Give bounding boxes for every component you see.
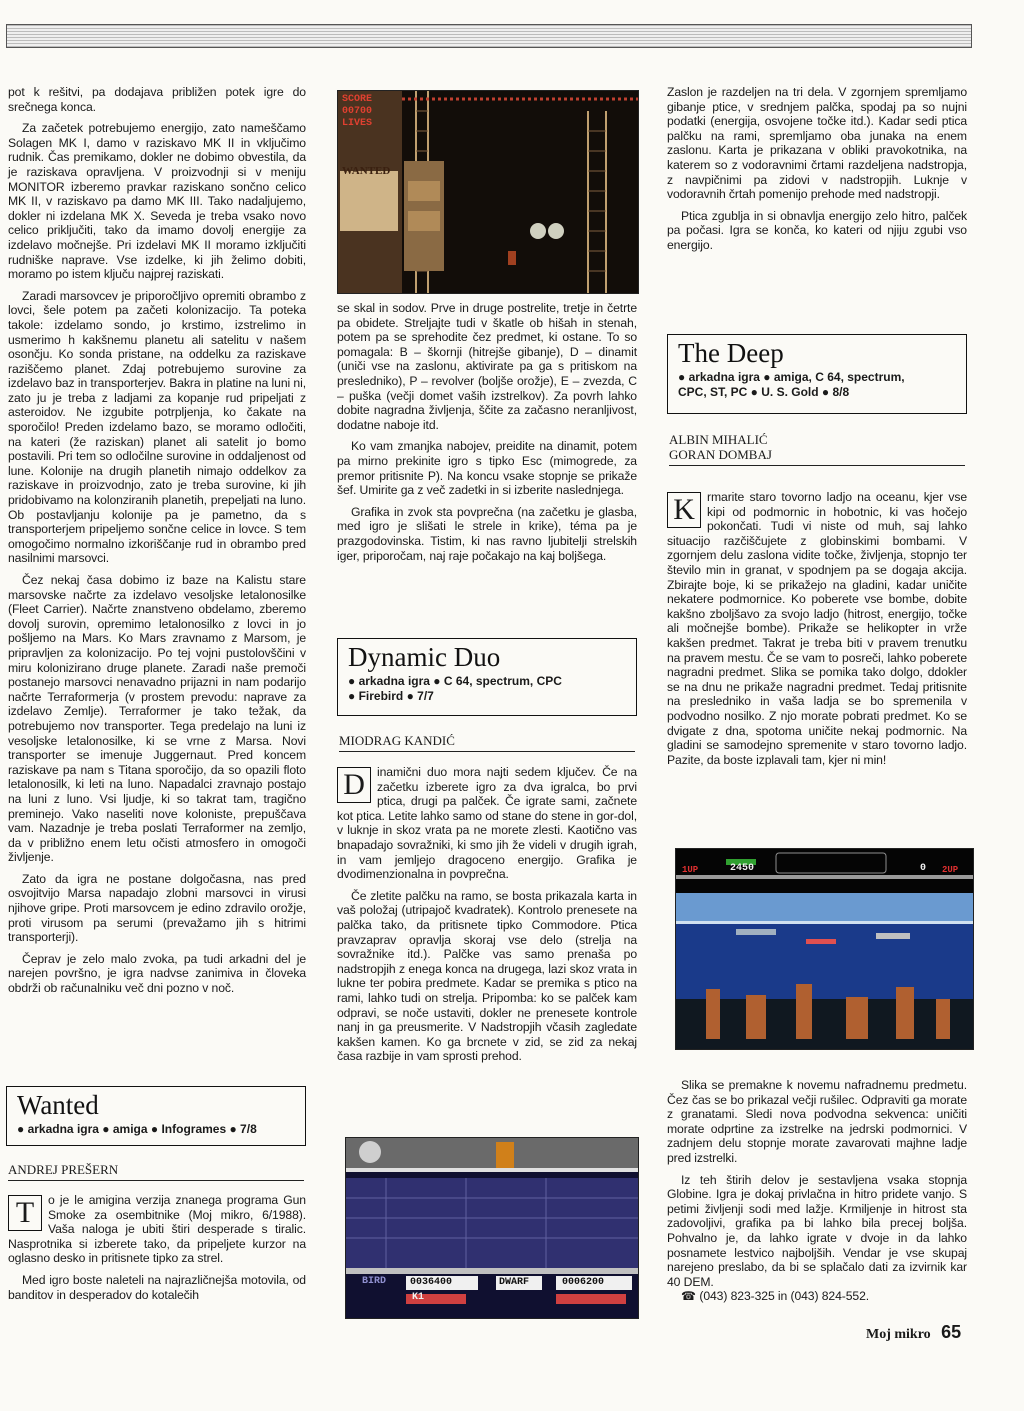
paragraph: T o je le amigina verzija znanega programa Gun Smoke za osembitnike (Moj mikro, 6/1988). Vaša naloga je ubiti štiri desperade s tiralic. Nasprotnika si izberete tako, da pripeljete kurzor na oglasno desko in pritisnete tipko za strel. bbox=[8, 1193, 306, 1266]
paragraph: Čeprav je zelo malo zvoka, pa tudi arkadni del je narejen površno, je igra nadvse zanimiva in človeka obdrži ob računalniku več dni pozno v noč. bbox=[8, 951, 306, 996]
hud-zero: 0 bbox=[920, 863, 927, 874]
paragraph: Zaradi marsovcev je priporočljivo opremiti obrambo z lovci, šele potem pa začeti kolonizacijo. Ta poteka takole: izdelamo sondo, jo krstimo, izstrelimo in usmerimo h kakšnemu planetu ali satelitu v našem osončju. Ko sonda pristane, na oddelku za raziskave raziščemo planet. Zdaj potrebujemo surovine za izdelavo baz in transporterjev. Bakra in platine na luni ni, zato ju je treba z ladjami za kopanje rud pripeljati z asteroidov. Ne izgubite potrpljenja, ko čakate na sporočilo! Preden izdelamo bazo, se moramo odločiti, na kateri (že raziskan) planet ali satelit jo bomo postavili. Pri tem so odločilne surovine in oddaljenost od lune. Kolonije na drugih planetih nimajo oddelkov za raziskave in proizvodnjo, zato je treba surovine, ki jih pridobivamo na kolonziranih planetih, prepeljati na luno. Ob postavljanju kolonije pa je pametno, da s transporterjem pripeljemo sončne celice in lovce. S tem omogočimo normalno izkoriščanje rud in obrambo pred nasilnimi marsovci. bbox=[8, 288, 306, 566]
review-meta: ● arkadna igra ● amiga ● Infogrames ● 7/8 bbox=[17, 1122, 257, 1136]
page-number: 65 bbox=[941, 1322, 962, 1342]
drop-cap: T bbox=[8, 1195, 42, 1231]
column-2-text bbox=[337, 301, 637, 570]
hud-dwarf-label: DWARF bbox=[499, 1277, 530, 1288]
paragraph: Čez nekaj časa dobimo iz baze na Kalistu stare marsovske načrte za izdelavo vesoljske letalonosilke (Fleet Carrier). Načrte znanstveno obdelamo, zberemo dovolj surovin, opremimo letalonosilko z lovci in jo pošljemo na Mars. Ko Mars zravnamo z Marsom, je pripravljen za kolonizacijo. Po tej vojni pustolovščini v miru kolonizirano druge planete. Zaradi naše premoči postanejo marsovci nenavadno prijazni in nam podarijo načrte Terraformerja (v prostem prevodu: naprave za izdelavo Zemlje). Terraformer je tako težak, da potrebujemo nov transporter. Tega predelajo na luni iz vesoljske letalonosilke, ki se vrne z Marsa. Novi transporter se imenuje Juggernaut. Pred koncem raziskave pa nam s Titana sporočijo, da so opazili floto letalonosilk, ki leti na luno. Napadalci zravnajo postajo na luni z luno. Vsi ljudje, ki so takrat tam, tragično preminejo. Vako naseliti nove koloniste, prepuščava vam. Nazadnje je treba poslati Terraformer na zemljo, da v približno enem letu očisti atmosfero in omogoči življenje. bbox=[8, 573, 306, 865]
hud-score-1: 0036400 bbox=[410, 1277, 453, 1288]
review-title: Wanted bbox=[17, 1090, 99, 1120]
the-deep-text-continued bbox=[667, 1078, 967, 1311]
paragraph: Iz teh štirih delov je sestavljena vsaka stopnja Globine. Igra je dokaj privlačna in hitro pridete vanjo. S petimi življenji sodi med lažje. Krmiljenje in hitrost sta zadovoljivi, grafika pa bi lahko bila precej boljša. Pohvalno je, da lahko igrate v dvoje in da lahko posnamete lestvico najboljših. Vendar je vse skupaj narejeno preslabo, da bi se splačalo dati za izvirnik kar 40 DEM. bbox=[667, 1172, 967, 1289]
paragraph: pot k rešitvi, pa dodajava približen potek igre do srečnega konca. bbox=[8, 85, 306, 114]
hud-key-label: K1 bbox=[412, 1292, 425, 1303]
paragraph: Zato da igra ne postane dolgočasna, nas pred osvojitvijo Marsa napadajo zlobni marsovci in virusi njihove gripe. Proti marsovcem je edino zdravilo orožje, proti virusom pa serumi (prevažamo jih s hitrimi transporterji). bbox=[8, 871, 306, 945]
paragraph: K rmarite staro tovorno ladjo na oceanu, kjer vse kipi od podmornic in hobotnic, ki vas hočejo pokončati. Tudi vi niste od muh, saj lahko situacijo razčiščujete z globinskimi bombami. V zgornjem delu zaslona vidite točke, življenja, stopnjo ter število min in granat, v spodnjem pa se dogaja akcija. Zbirajte boje, ki se prikažejo na gladini, kadar uničite nekatere podmornice. Ko poberete vse bombe, dobite kakšno zboljšavo za svojo ladjo (hitrost, energijo, točke ali močnejše bombe). Prikaže se helikopter in vrže kakšen predmet. Takrat je treba biti v pravem trenutku na pravem mestu. Če se vam to posreči, lahko poberete nagradni predmet. Slika se pomika tako dolgo, ddokler se na dnu ne prikaže nagradni predmet. Tedaj pritisnite na presledniko in vaša ladja se bo spremenila v podvodno nosilko. Z njo morate pobrati predmet. Ko se dvigate z dna, spotoma uničite nekaj podmornic. Na gladini se samodejno spremenite v staro tovorno ladjo. Pazite, da boste izplavali tam, kjer ni min! bbox=[667, 490, 967, 767]
header-stripe-bar bbox=[6, 24, 972, 48]
author-byline: MIODRAG KANDIĆ bbox=[339, 733, 635, 752]
review-title: The Deep bbox=[678, 338, 784, 368]
review-meta: ● Firebird ● 7/7 bbox=[348, 689, 434, 703]
paragraph: Slika se premakne k novemu nafradnemu predmetu. Čez čas se bo prikazal večji rušilec. Odpraviti ga morate z granatami. Sledi nova podvodna sekvenca: uničiti morate odprtine za izstrelke na jedrski podmornici. V zadnjem delu stopnje morate zavarovati majhne ladje pred izstrelki. bbox=[667, 1078, 967, 1165]
the-deep-review-header bbox=[667, 334, 967, 414]
wanted-game-screenshot bbox=[337, 90, 639, 294]
review-meta: CPC, ST, PC ● U. S. Gold ● 8/8 bbox=[678, 385, 850, 399]
the-deep-text bbox=[667, 490, 967, 774]
hud-2up-label: 2UP bbox=[942, 865, 959, 875]
paragraph: Če zletite palčku na ramo, se bosta prikazala karta in vaš položaj (utripajoč kvadratek). Kontrolo prenesete na palčka tako, da pritisnete tipko Commodore. Ptica pravzaprav opravlja skoraj vse delo (strelja na sovražnike itd.). Palčke vas samo prenaša po nadstropjih z enega konca na drugega, lazi skoz vrata in lukne ter pobira predmete. Kadar se premika s ptico na rami, lahko tudi on strelja. Pripomba: ko se palček kam odpravi, se noče ustaviti, dokler ne prenesete kontrole nanj in ga preusmerite. V Nadstropjih včasih zagledate kakšen kamen. Ko ga brcnete v zid, se zid za nekaj časa razbije in vam sprosti prehod. bbox=[337, 888, 637, 1064]
paragraph: Za začetek potrebujemo energijo, zato nameščamo Solagen MK I, damo v raziskavo MK II in vključimo rudnik. Čas premikamo, dokler ne dobimo obvestila, da je raziskava opravljena. V proizvodnji si v meniju MONITOR izberemo pravkar raziskano sončno celico MK II, v raziskavo pa damo MK III. Tako nadaljujemo, dokler ni izdelana MK X. Seveda je treba vsako novo celico priključiti, tako da imamo dovolj energije za izdelavo močnejše. Pri izdelavi MK II moramo izključiti rudniške naprave. Vse izdelke, ki jih želimo dobiti, moramo po istem ključu najprej raziskati. bbox=[8, 121, 306, 282]
dynamic-duo-review-header bbox=[337, 638, 637, 716]
drop-cap: D bbox=[337, 767, 371, 803]
hud-score-value: 00700 bbox=[342, 106, 373, 117]
phone-numbers: ☎ (043) 823-325 in (043) 824-552. bbox=[681, 1289, 870, 1304]
author-2: GORAN DOMBAJ bbox=[669, 447, 772, 462]
review-title: Dynamic Duo bbox=[348, 642, 501, 672]
magazine-name: Moj mikro bbox=[866, 1327, 931, 1342]
review-meta: ● arkadna igra ● C 64, spectrum, CPC bbox=[348, 674, 562, 688]
paragraph: Ptica zgublja in si obnavlja energijo zelo hitro, palček pa počasi. Igra se konča, ko kateri od njiju zgubi vso energijo. bbox=[667, 208, 967, 252]
author-byline: ANDREJ PREŠERN bbox=[8, 1162, 304, 1181]
hud-bird-label: BIRD bbox=[362, 1276, 387, 1287]
wanted-review-header bbox=[6, 1086, 306, 1146]
hud-score-label: SCORE bbox=[342, 94, 373, 105]
hud-wanted-label: WANTED bbox=[342, 165, 391, 177]
paragraph: Med igro boste naleteli na najrazličnejša motovila, od banditov in desperadov do kotalečih bbox=[8, 1272, 306, 1302]
the-deep-game-screenshot bbox=[675, 848, 974, 1050]
paragraph: Ko vam zmanjka nabojev, preidite na dinamit, potem pa mirno prekinite igro s tipko Esc (mimogrede, za premor pritisnite P). Na koncu vsake stopnje se prikaže šef. Umirite ga z več zadetki in si izberite naslednjega. bbox=[337, 439, 637, 498]
column-3-text bbox=[667, 85, 967, 260]
author-1: ALBIN MIHALIĆ bbox=[669, 432, 768, 447]
paragraph: Zaslon je razdeljen na tri dela. V zgornjem spremljamo gibanje ptice, v srednjem palčka, spodaj pa so nujni podatki (energija, osvojene točke itd.). Kadar sedi ptica palčku na rami, spremljamo oba junaka na enem zaslonu. Karta je prikazana v obliki pravokotnika, na katerem so z vodoravnimi črtami razdeljena nadstropja, z navpičnimi pa zidovi v nadstropjih. Luknje v vodoravnih črtah pomenijo prehode med nadstropji. bbox=[667, 85, 967, 202]
wanted-text bbox=[8, 1193, 306, 1309]
dynamic-duo-game-screenshot bbox=[345, 1137, 639, 1319]
author-byline bbox=[669, 432, 965, 466]
hud-score-2: 0006200 bbox=[562, 1277, 605, 1288]
hud-score: 2450 bbox=[730, 863, 755, 874]
hud-1up-label: 1UP bbox=[682, 865, 699, 875]
footer bbox=[866, 1322, 961, 1343]
drop-cap: K bbox=[667, 492, 701, 528]
paragraph: Grafika in zvok sta povprečna (na začetku je glasba, med igro je slišati le strele in krike), téma pa je prazgodovinska. Tistim, ki nas ravno ljubitelji strelskih iger, priporočam, naj raje počakajo na kaj boljšega. bbox=[337, 504, 637, 563]
dynamic-duo-text bbox=[337, 765, 637, 1071]
paragraph: D inamični duo mora najti sedem ključev. Če na začetku izberete igro za dva igralca, bo prvi ptica, drugi pa palček. Če igrate sami, začnete kot ptica. Letite lahko samo od stane do stene in gor-dol, v luknje in skoz vrata pa ne morete zlesti. Kaotično vas bnapadajo sovražniki, ki smo jih že videli v drugih igrah, in vam jemljejo dragoceno energijo. Grafika je dvodimenzionalna in povprečna. bbox=[337, 765, 637, 882]
review-meta: ● arkadna igra ● amiga, C 64, spectrum, bbox=[678, 370, 905, 384]
column-1-text bbox=[8, 85, 306, 1003]
paragraph: se skal in sodov. Prve in druge postrelite, tretje in četrte pa obidete. Streljajte tudi v škatle ob hišah in stenah, potem pa se sprehodite čez predmet, ki ostane. To so pomagala: B – škornji (hitrejše gibanje), D – dinamit (uniči vse na zaslonu, aktivirate pa ga s pritiskom na presledniko), P – revolver (boljše orožje), E – zvezda, C – puška (večji domet vaših izstrelkov). Za povrh lahko dobite nagradna življenja, ščite za začasno neranljivost, dodatne naboje itd. bbox=[337, 301, 637, 432]
hud-lives-label: LIVES bbox=[342, 118, 373, 129]
